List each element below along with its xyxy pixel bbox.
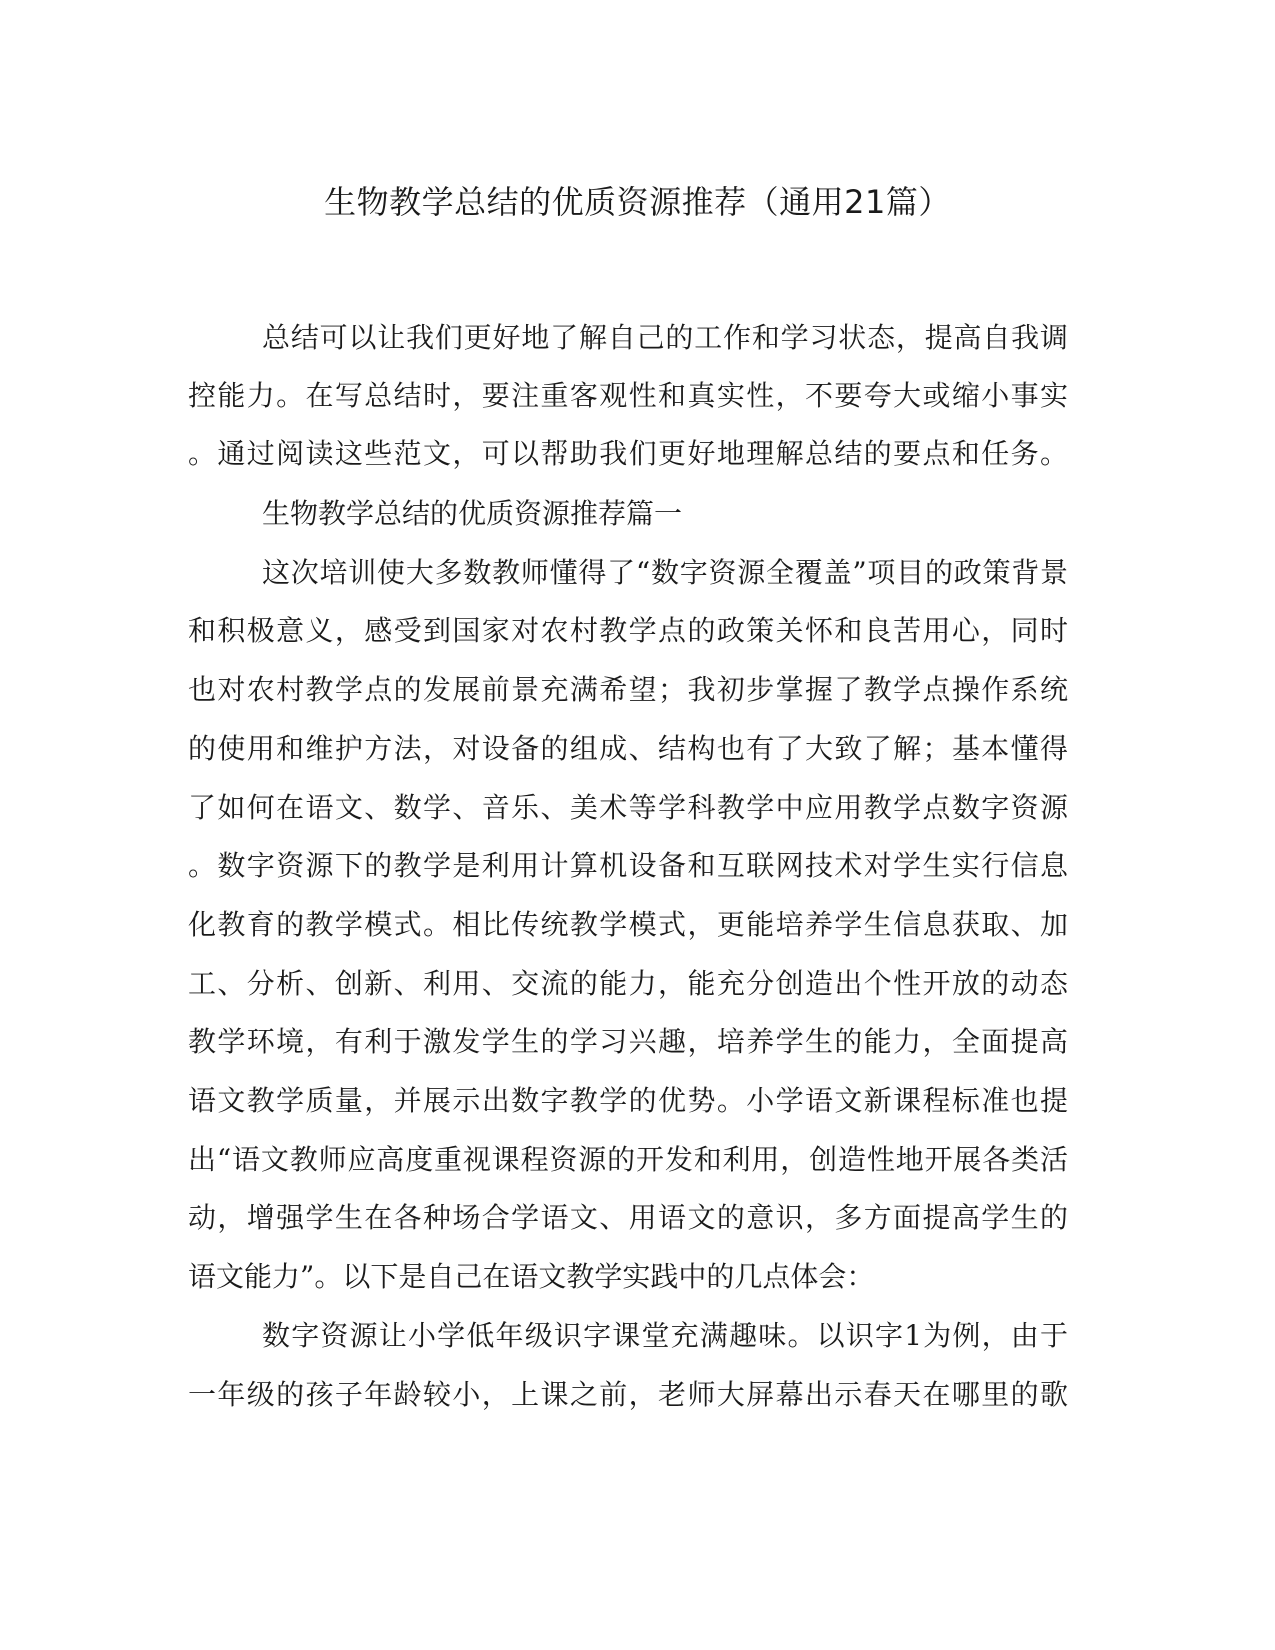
body-line: 出“语文教师应高度重视课程资源的开发和利用，创造性地开展各类活 xyxy=(188,1143,1068,1176)
intro-line: 控能力。在写总结时，要注重客观性和真实性，不要夸大或缩小事实 xyxy=(188,379,1068,412)
body-line: 语文教学质量，并展示出数字教学的优势。小学语文新课程标准也提 xyxy=(188,1084,1068,1117)
body-line: 了如何在语文、数学、音乐、美术等学科教学中应用教学点数字资源 xyxy=(188,791,1068,824)
body-line: 教学环境，有利于激发学生的学习兴趣，培养学生的能力，全面提高 xyxy=(188,1025,1068,1058)
body-line: 和积极意义，感受到国家对农村教学点的政策关怀和良苦用心，同时 xyxy=(188,614,1068,647)
paragraph-line: 一年级的孩子年龄较小，上课之前，老师大屏幕出示春天在哪里的歌 xyxy=(188,1378,1068,1411)
document-title: 生物教学总结的优质资源推荐（通用21篇） xyxy=(324,183,951,221)
body-line: 。数字资源下的教学是利用计算机设备和互联网技术对学生实行信息 xyxy=(188,849,1068,882)
body-line: 这次培训使大多数教师懂得了“数字资源全覆盖”项目的政策背景 xyxy=(262,556,1068,589)
body-line: 的使用和维护方法，对设备的组成、结构也有了大致了解；基本懂得 xyxy=(188,732,1068,765)
body-line: 语文能力”。以下是自己在语文教学实践中的几点体会： xyxy=(188,1260,875,1293)
body-line: 工、分析、创新、利用、交流的能力，能充分创造出个性开放的动态 xyxy=(188,967,1068,1000)
body-line: 化教育的教学模式。相比传统教学模式，更能培养学生信息获取、加 xyxy=(188,908,1068,941)
body-line: 也对农村教学点的发展前景充满希望；我初步掌握了教学点操作系统 xyxy=(188,673,1068,706)
section-heading: 生物教学总结的优质资源推荐篇一 xyxy=(262,497,683,530)
body-line: 动，增强学生在各种场合学语文、用语文的意识，多方面提高学生的 xyxy=(188,1201,1068,1234)
intro-line: 。通过阅读这些范文，可以帮助我们更好地理解总结的要点和任务。 xyxy=(188,437,1068,470)
paragraph-line: 数字资源让小学低年级识字课堂充满趣味。以识字1为例，由于 xyxy=(262,1319,1068,1352)
intro-line: 总结可以让我们更好地了解自己的工作和学习状态，提高自我调 xyxy=(262,321,1068,354)
